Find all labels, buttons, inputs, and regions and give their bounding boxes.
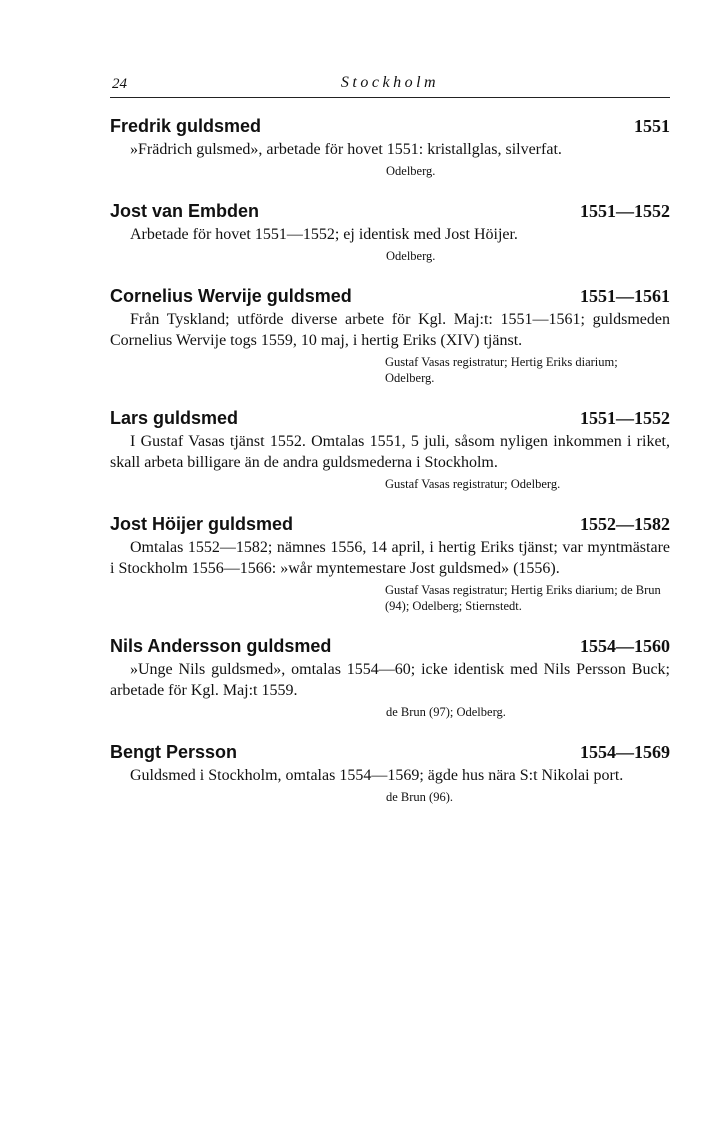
entry-text: Guldsmed i Stockholm, omtalas 1554—1569; ägde hus nära S:t Nikolai port. (130, 767, 624, 784)
entry-years: 1552—1582 (580, 514, 670, 534)
entry-name: Bengt Persson (110, 742, 238, 762)
entry-text: »Frädrich gulsmed», arbetade för hovet 1551: kristallglas, silverfat. (130, 141, 562, 158)
entry-name: Jost Höijer guldsmed (110, 514, 294, 534)
entry-heading (110, 742, 670, 763)
entry (110, 116, 670, 179)
entry-heading (110, 636, 670, 657)
entry-source: Gustaf Vasas registratur; Odelberg. (385, 477, 561, 491)
entry-years: 1551—1552 (580, 201, 670, 221)
entry-name: Cornelius Wervije guldsmed (110, 286, 352, 306)
entry-heading (110, 116, 670, 137)
entry-heading (110, 408, 670, 429)
entry-text: I Gustaf Vasas tjänst 1552. Omtalas 1551, 5 juli, såsom nyligen inkommen i riket, skall arbeta billigare än de andra guldsmederna i Stockholm. (110, 433, 670, 471)
entry (110, 636, 670, 720)
entry (110, 514, 670, 614)
entry-list (110, 116, 670, 805)
entry-years: 1551—1561 (580, 286, 670, 306)
entry-years: 1551—1552 (580, 408, 670, 428)
entry-text: »Unge Nils guldsmed», omtalas 1554—60; icke identisk med Nils Persson Buck; arbetade för Kgl. Maj:t 1559. (110, 661, 670, 699)
entry-name: Fredrik guldsmed (110, 116, 262, 136)
entry-name: Lars guldsmed (110, 408, 239, 428)
entry-heading (110, 286, 670, 307)
entry-source: Gustaf Vasas registratur; Hertig Eriks diarium; Odelberg. (385, 355, 618, 385)
entry (110, 201, 670, 264)
entry-source: de Brun (97); Odelberg. (386, 705, 506, 719)
entry-source: Odelberg. (386, 164, 436, 178)
entry-heading (110, 514, 670, 535)
entry-name: Jost van Embden (110, 201, 260, 221)
entry-source: Gustaf Vasas registratur; Hertig Eriks diarium; de Brun (94); Odelberg; Stiernstedt. (385, 583, 661, 613)
running-title: Stockholm (340, 74, 440, 91)
entry-years: 1551 (634, 116, 670, 136)
entry-text: Arbetade för hovet 1551—1552; ej identisk med Jost Höijer. (130, 226, 518, 243)
entry (110, 742, 670, 805)
entry-heading (110, 201, 670, 222)
entry-source: Odelberg. (386, 249, 436, 263)
book-page (110, 72, 670, 827)
entry-name: Nils Andersson guldsmed (110, 636, 332, 656)
entry-text: Från Tyskland; utförde diverse arbete för Kgl. Maj:t: 1551—1561; guldsmeden Cornelius Wervije togs 1559, 10 maj, i hertig Eriks (XIV) tjänst. (110, 311, 670, 349)
entry-text: Omtalas 1552—1582; nämnes 1556, 14 april, i hertig Eriks tjänst; var myntmästare i Stockholm 1556—1566: »wår myntemestare Jost guldsmed» (1556). (110, 539, 670, 577)
entry (110, 286, 670, 386)
entry-source: de Brun (96). (386, 790, 453, 804)
running-head (110, 72, 670, 96)
entry (110, 408, 670, 492)
entry-years: 1554—1560 (580, 636, 670, 656)
page-number: 24 (112, 76, 127, 92)
header-rule (110, 97, 670, 98)
entry-years: 1554—1569 (580, 742, 670, 762)
